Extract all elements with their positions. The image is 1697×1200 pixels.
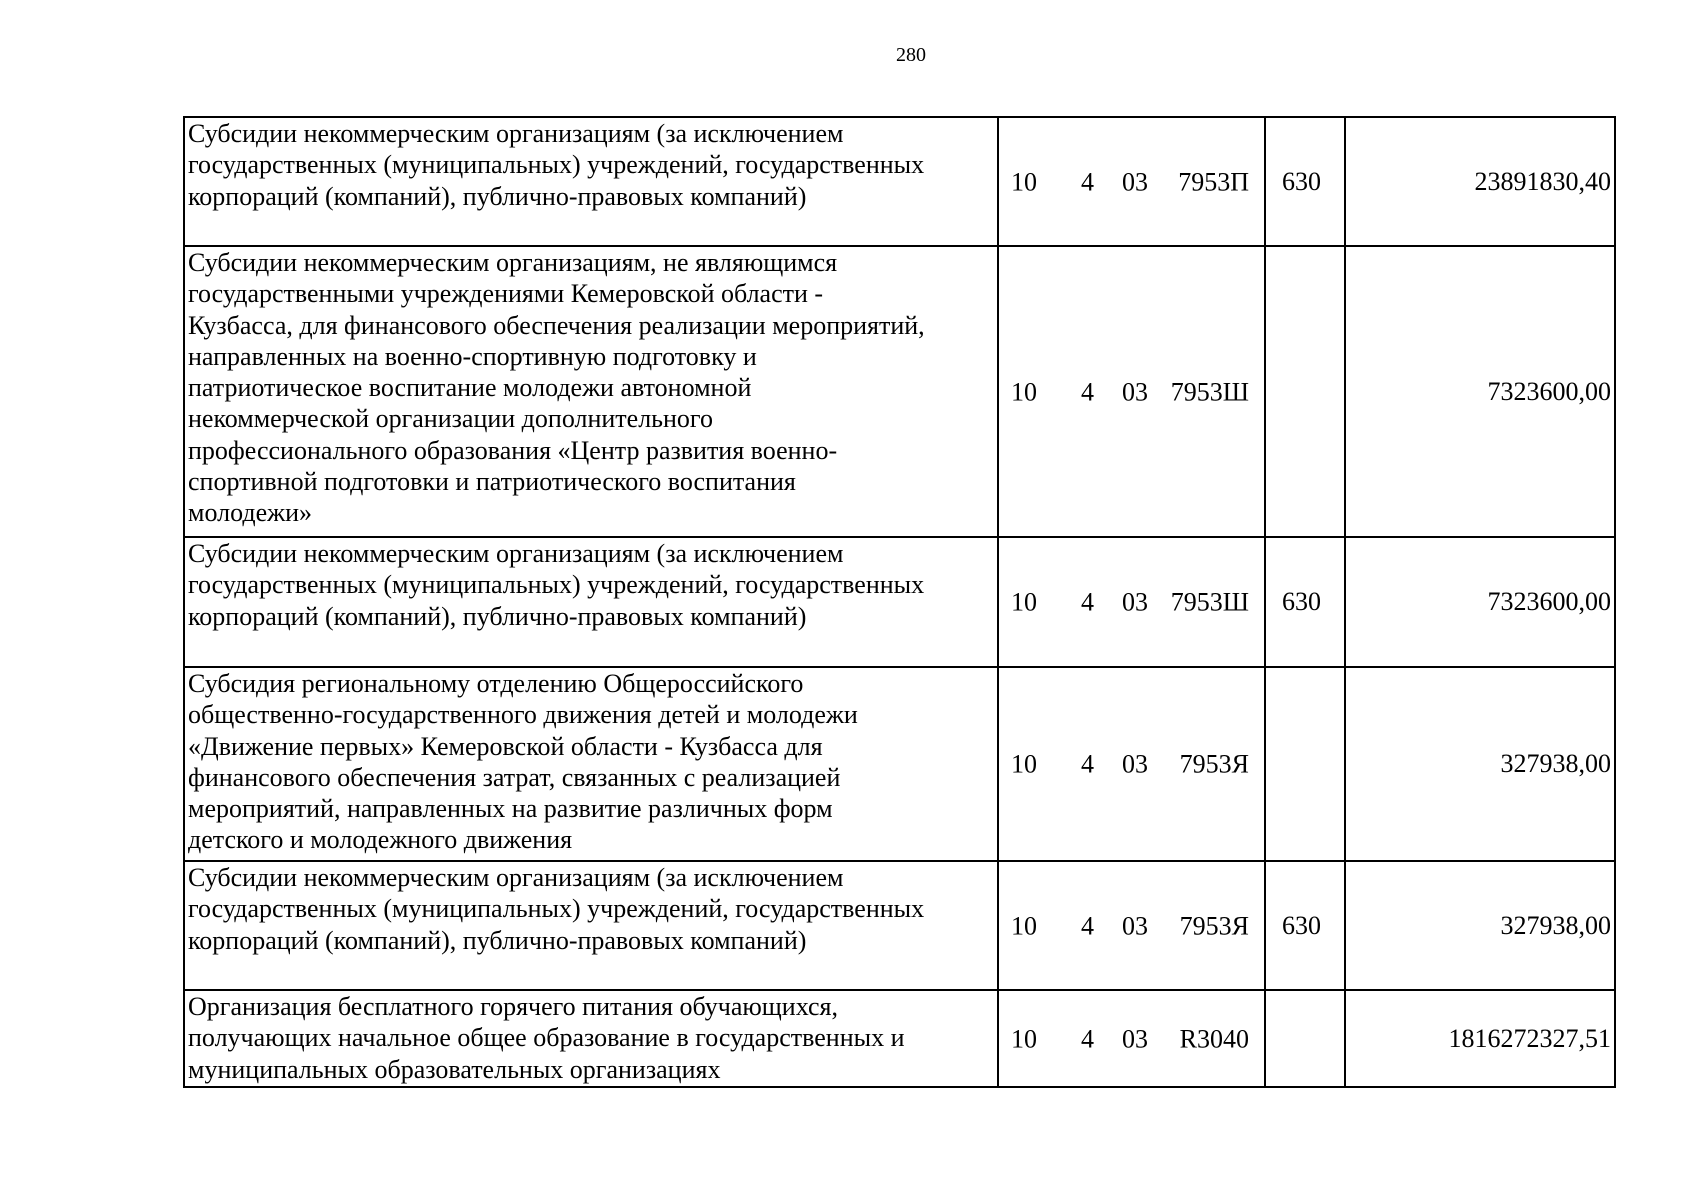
row-codes xyxy=(998,667,1265,861)
section-code: 10 xyxy=(1011,166,1037,196)
amount: 1816272327,51 xyxy=(1345,990,1615,1087)
row-codes xyxy=(998,537,1265,667)
program-code: 03 xyxy=(1122,587,1148,617)
target-item-code: 7953Я xyxy=(1179,749,1249,779)
row-codes xyxy=(998,990,1265,1087)
section-code: 10 xyxy=(1011,749,1037,779)
amount: 23891830,40 xyxy=(1345,117,1615,246)
target-item-code: 7953Ш xyxy=(1170,376,1249,406)
expense-type-code xyxy=(1265,990,1345,1087)
table-row xyxy=(184,246,1615,537)
table-row xyxy=(184,117,1615,246)
program-code: 03 xyxy=(1122,749,1148,779)
target-item-code: 7953Ш xyxy=(1170,587,1249,617)
amount: 7323600,00 xyxy=(1345,246,1615,537)
amount: 7323600,00 xyxy=(1345,537,1615,667)
section-code: 10 xyxy=(1011,1023,1037,1053)
table-row xyxy=(184,667,1615,861)
row-codes xyxy=(998,861,1265,990)
page-number: 280 xyxy=(896,44,926,66)
table-row xyxy=(184,537,1615,667)
amount: 327938,00 xyxy=(1345,667,1615,861)
amount: 327938,00 xyxy=(1345,861,1615,990)
subsection-code: 4 xyxy=(1081,376,1094,406)
section-code: 10 xyxy=(1011,587,1037,617)
target-item-code: 7953Я xyxy=(1179,910,1249,940)
row-codes xyxy=(998,246,1265,537)
program-code: 03 xyxy=(1122,910,1148,940)
row-description: Субсидия региональному отделению Общероссийского общественно-государственного движения детей и молодежи «Движение первых» Кемеровской области - Кузбасса для финансового обеспечения затрат, связанных с реализацией мероприятий, направленных на развитие различных форм детского и молодежного движения xyxy=(184,667,998,861)
expense-type-code: 630 xyxy=(1265,537,1345,667)
expense-type-code xyxy=(1265,667,1345,861)
subsection-code: 4 xyxy=(1081,749,1094,779)
table-row xyxy=(184,990,1615,1087)
table-row xyxy=(184,861,1615,990)
program-code: 03 xyxy=(1122,166,1148,196)
program-code: 03 xyxy=(1122,376,1148,406)
program-code: 03 xyxy=(1122,1023,1148,1053)
section-code: 10 xyxy=(1011,376,1037,406)
row-description: Субсидии некоммерческим организациям (за исключением государственных (муниципальных) учреждений, государственных корпораций (компаний), публично-правовых компаний) xyxy=(184,861,998,990)
section-code: 10 xyxy=(1011,910,1037,940)
subsection-code: 4 xyxy=(1081,166,1094,196)
row-description: Субсидии некоммерческим организациям, не являющимся государственными учреждениями Кемеровской области - Кузбасса, для финансового обеспечения реализации мероприятий, направленных на военно-спортивную подготовку и патриотическое воспитание молодежи автономной некоммерческой организации дополнительного профессионального образования «Центр развития военно- спортивной подготовки и патриотического воспитания молодежи» xyxy=(184,246,998,537)
row-description: Субсидии некоммерческим организациям (за исключением государственных (муниципальных) учреждений, государственных корпораций (компаний), публично-правовых компаний) xyxy=(184,537,998,667)
expense-type-code xyxy=(1265,246,1345,537)
subsection-code: 4 xyxy=(1081,1023,1094,1053)
expense-type-code: 630 xyxy=(1265,117,1345,246)
budget-table xyxy=(183,116,1616,1088)
row-description: Субсидии некоммерческим организациям (за исключением государственных (муниципальных) учреждений, государственных корпораций (компаний), публично-правовых компаний) xyxy=(184,117,998,246)
row-description: Организация бесплатного горячего питания обучающихся, получающих начальное общее образование в государственных и муниципальных образовательных организациях xyxy=(184,990,998,1087)
row-codes xyxy=(998,117,1265,246)
subsection-code: 4 xyxy=(1081,587,1094,617)
target-item-code: R3040 xyxy=(1179,1023,1249,1053)
target-item-code: 7953П xyxy=(1178,166,1249,196)
subsection-code: 4 xyxy=(1081,910,1094,940)
expense-type-code: 630 xyxy=(1265,861,1345,990)
